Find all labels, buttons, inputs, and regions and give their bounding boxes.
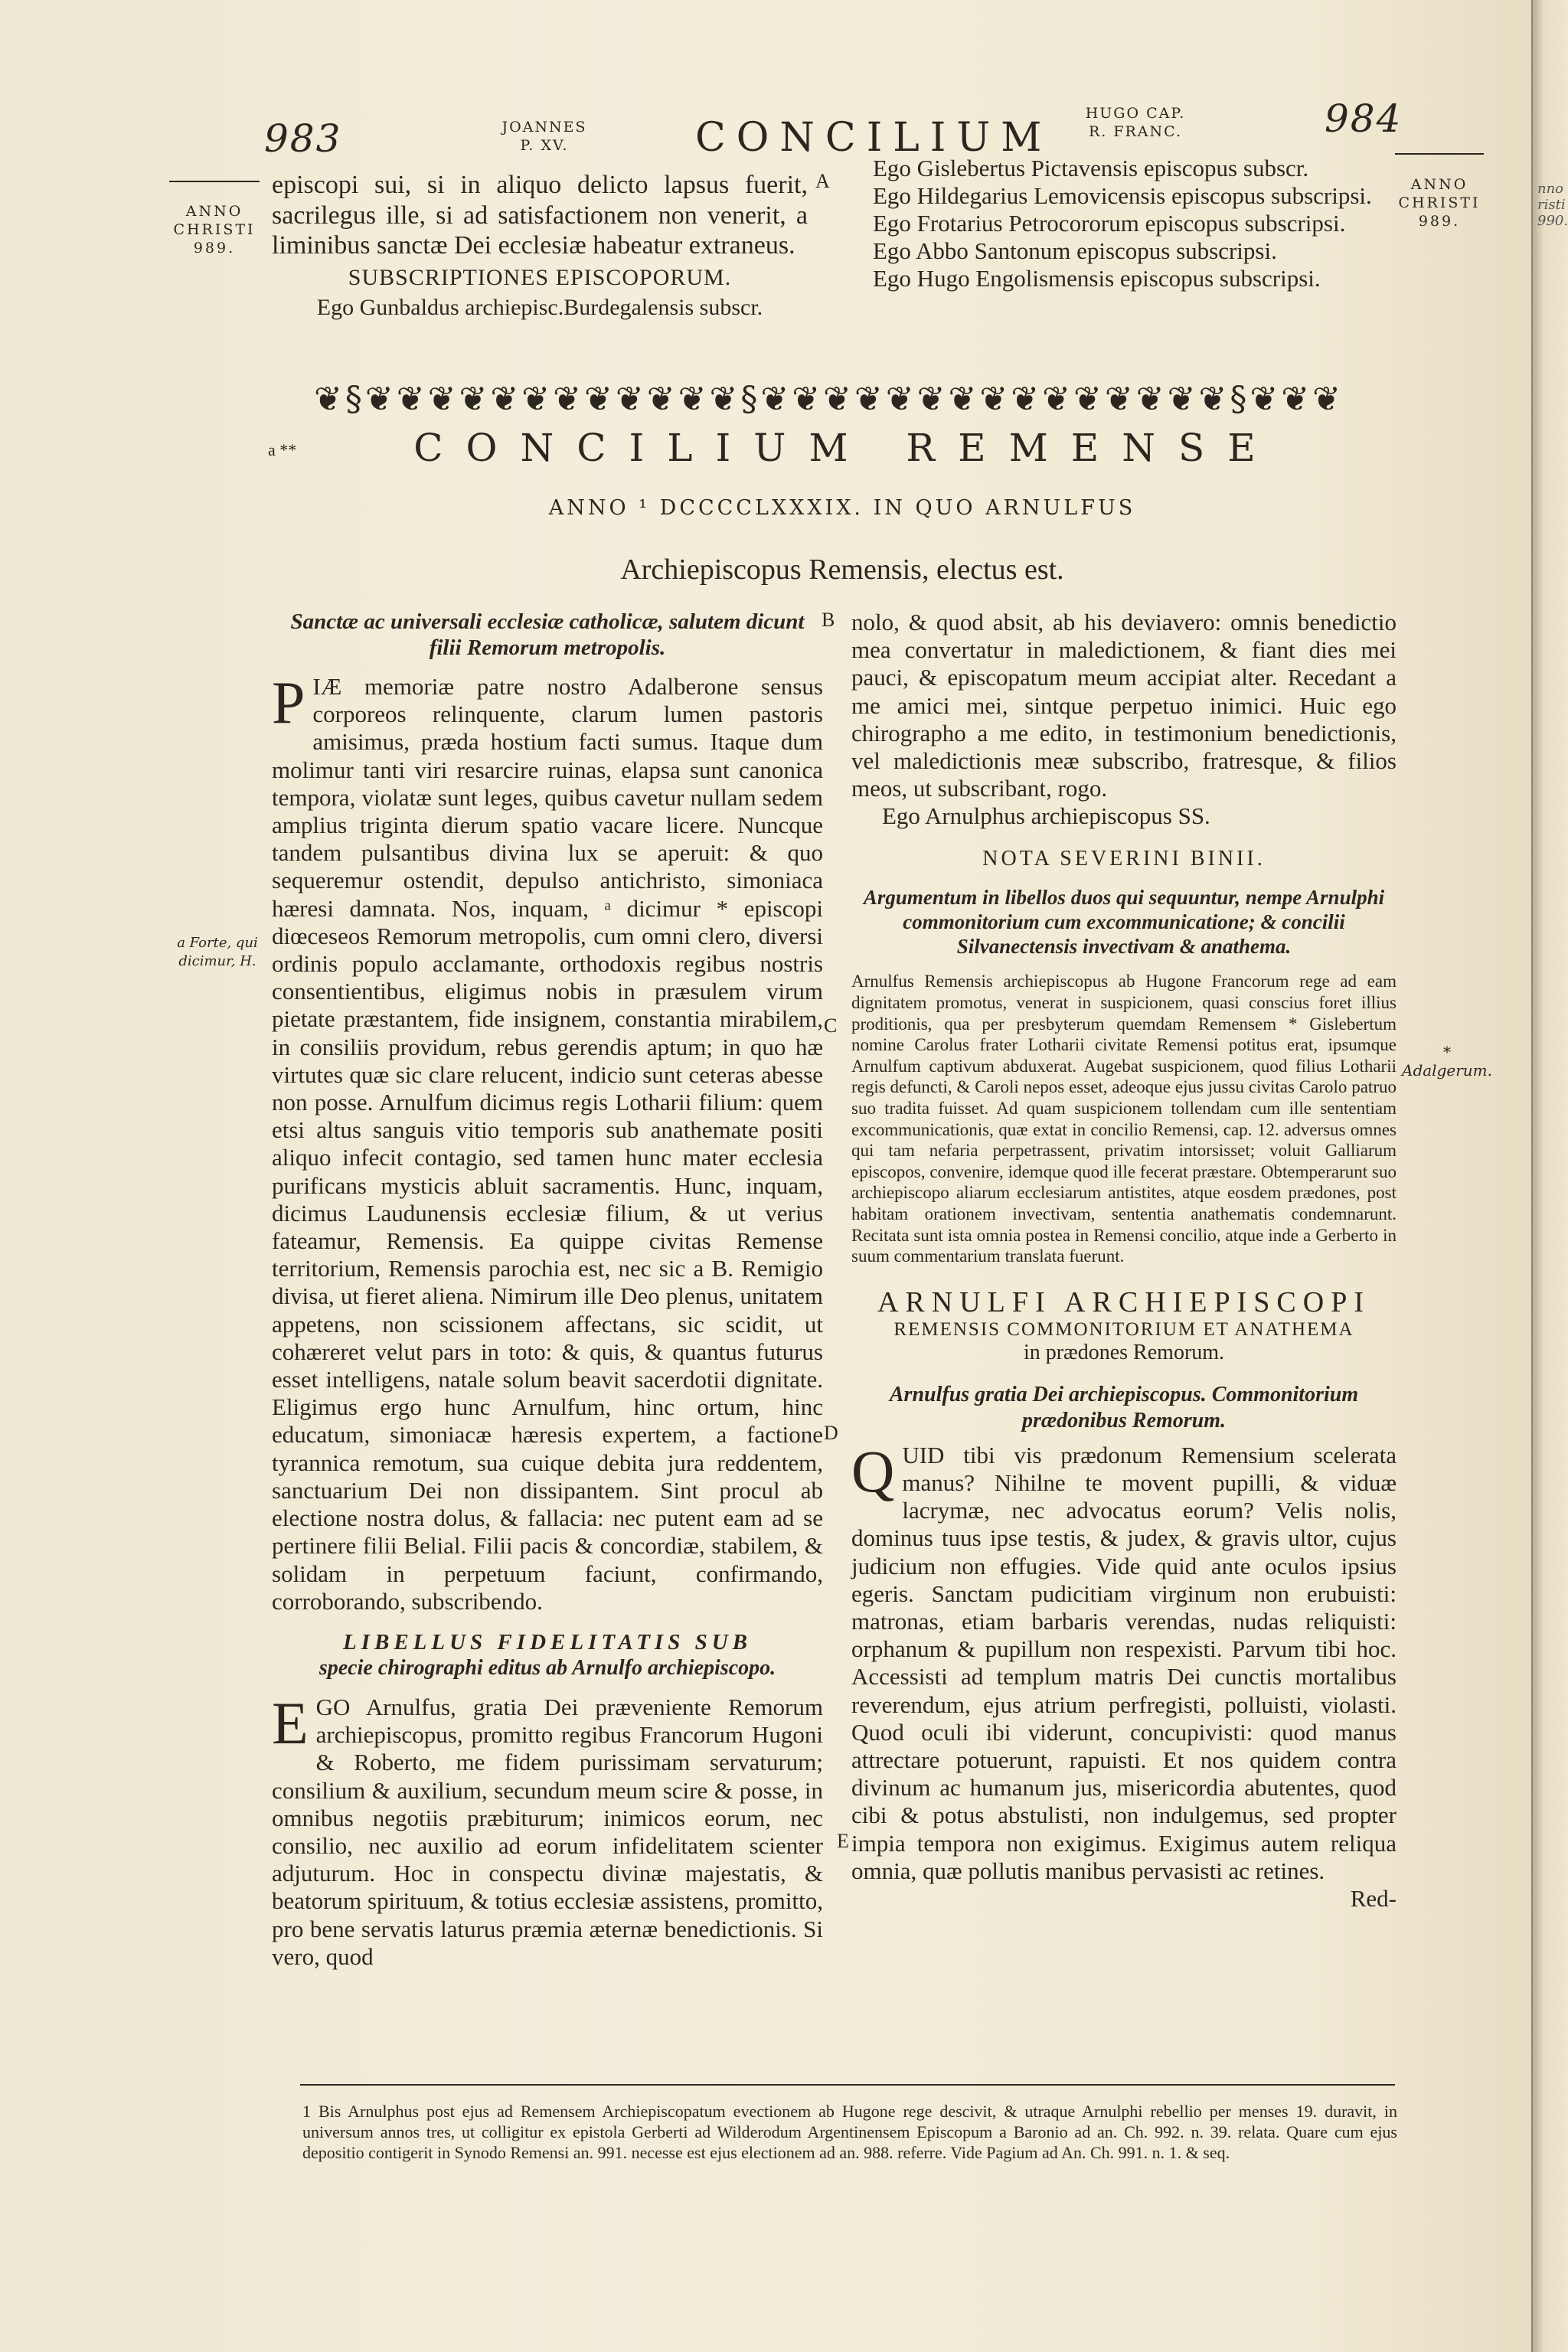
marker-d: D (824, 1422, 838, 1444)
catchword: Red- (1350, 1884, 1396, 1912)
nota-heading: NOTA SEVERINI BINII. (982, 847, 1266, 871)
margin-year-left-text: ANNO CHRISTI 989. (173, 203, 256, 256)
subscription-line: Ego Gislebertus Pictavensis episcopus subscr. (873, 155, 1309, 181)
dropcap-p: P (272, 669, 305, 736)
main-title: CONCILIUM REMENSE (413, 426, 1279, 470)
left-body: IÆ memoriæ patre nostro Adalberone sensus corporeos relinquente, clarum lumen pastoris amisimus, præda hostium facti sumus. Itaque dum molimur tanti viri resarcire ruinas, elapsa sunt canonica tempora, violatæ sunt leges, quibus cavetur nullam sedem amplius triginta dierum spatio vacare licere. Nuncque tandem pulsantibus divina lux se aperuit: & quo sequeremur ostendit, depulso antichristo, simoniaca hæresi damnata. Nos, inquam, ᵃ dicimur * episcopi diœceseos Remorum metropolis, cum omni clero, diversi ordinis populo acclamante, orthodoxis regibus nostris consentientibus, eligimus nobis in præsulem virum pietate præstantem, fide insignem, constantia mirabilem, in consiliis providum, rebus gerendis aptum; in quo hæ virtutes quæ sic clare relucent, indicio sunt ceteras abesse non posse. Arnulfum dicimus regis Lotharii filium: quem etsi altus sanguis vitio temporis sub anathemate positi aliquo infecit contagio, sed tamen hunc mater ecclesia purificans mysticis abluit sacramentis. Hunc, inquam, dicimus Laudunensis ecclesiæ filium, & ut verius fateamur, Remensis. Ea quippe civitas Remense territorium, Remensis parochia est, nec sic a B. Remigio divisa, ut fieret aliena. Nimirum ille Deo plenus, unitatem appetens, non scissionem affectans, sic scidit, ut cohæreret velut pars in toto: & quis, & quantus futurus esset intelligens, natale solum beavit sacerdotii dignitate. Eligimus ergo hunc Arnulfum, hinc ortum, hinc educatum, simoniacæ hæresis expertem, a factione tyrannica remotum, sua cuique debita jura reddentem, sanctuarium Dei non dissipantem. Sint procul ab electione nostra dolus, & fallacia: nec putent eam ad se pertinere filii Belial. Filii pacis & concordiæ, stabilem, & solidam in perpetuum faciunt, confirmando, corroborando, subscribendo. (272, 673, 823, 1615)
top-left-paragraph: episcopi sui, si in aliquo delicto lapsus fuerit, sacrilegus ille, si ad satisfactionem non venerit, a liminibus sanctæ Dei ecclesiæ habeatur extraneus. (272, 171, 808, 260)
margin-year-left (165, 184, 264, 257)
top-left-text (272, 170, 808, 323)
subscription-line: Ego Frotarius Petrocororum episcopus subscripsi. (873, 210, 1346, 237)
marker-c: C (824, 1014, 838, 1037)
subscription-gunbaldus: Ego Gunbaldus archiepisc.Burdegalensis subscr. (316, 295, 763, 320)
running-title: CONCILIUM (695, 115, 1053, 161)
next-page-fragment: nno risti 990. (1537, 181, 1568, 229)
libellus-subheading: specie chirographi editus ab Arnulfo archiepiscopo. (318, 1655, 776, 1680)
arnulfi-subtitle-2: in prædones Remorum. (1023, 1340, 1225, 1364)
ornament-band: ❦§❦❦❦❦❦❦❦❦❦❦❦❦§❦❦❦❦❦❦❦❦❦❦❦❦❦❦❦§❦❦❦ (314, 380, 1344, 419)
commonitorium-body: UID tibi vis prædonum Remensium scelerata manus? Nihilne te movent pupilli, & viduæ lacrymæ, nec advocatus eorum? Velis nolis, dominus tuus ipse testis, & judex, & gravis ultor, cujus judicium non effugies. Vide quid ante oculos ipsius egeris. Sanctam pudicitiam virginum non erubuisti: matronas, etiam barbaris verendas, nudas reliquisti: orphanum & pupillum non respexisti. Parvum tibi hoc. Accessisti ad templum matris Dei cunctis mortalibus reverendum, ejus atrium perfregisti, polluisti, violasti. Quod oculi ibi viderunt, concupivisti: quod manus attrectare potuerunt, rapuisti. Et nos quidem contra divinum ac humanum jus, misericordia abutentes, quod cibi & potus abstulisti, non indulgemus, sed propter impia tempora non exigimus. Exigimus autem reliqua omnia, quæ pollutis manibus pervasisti ac retines. (851, 1441, 1396, 1884)
arnulfus-gratia: Arnulfus gratia Dei archiepiscopus. Commonitorium prædonibus Remorum. (889, 1382, 1359, 1432)
left-body-block (272, 669, 823, 1615)
libellus-heading: LIBELLUS FIDELITATIS SUB (343, 1629, 752, 1655)
libellus-body: GO Arnulfus, gratia Dei præveniente Remorum archiepiscopus, promitto regibus Francorum Hugoni & Roberto, me fidem purissimam servaturum; consilium & auxilium, secundum meum scire & posse, in omnibus negotiis præbiturum; inimicos eorum, nec consilio, nec auxilio ad eorum infidelitatem scienter adjuturum. Hoc in conspectu divinæ majestatis, & beatorum spirituum, & totius ecclesiæ assistens, promitto, pro bene servatis laturus præmia æternæ benedictionis. Si vero, quod (272, 1693, 823, 1970)
subscription-line: Ego Abbo Santonum episcopus subscripsi. (873, 237, 1277, 264)
margin-year-right-text: ANNO CHRISTI 989. (1398, 176, 1481, 230)
right-continuation: nolo, & quod absit, ab his deviavero: omnis benedictio mea convertatur in maledictionem, & fiant dies mei pauci, & episcopatum meum accipiat alter. Recedant a me amici mei, sintque perpetuo inimici. Huic ego chirographo a me edito, in testimonium benedictionis, vel maledictionis meæ subscribo, fratresque, & filios meos, ut subscribant, rogo. (851, 609, 1396, 802)
marker-b: B (822, 609, 835, 631)
top-right-subscriptions (873, 155, 1393, 292)
page-number-right: 984 (1325, 96, 1403, 141)
margin-rule-left (169, 181, 260, 182)
dropcap-q: Q (851, 1437, 895, 1504)
subscription-line: Ego Hildegarius Lemovicensis episcopus subscripsi. (873, 182, 1372, 209)
marker-e: E (837, 1830, 849, 1852)
margin-note-forte: a Forte, qui dicimur, H. (177, 935, 258, 969)
footnote-rule (300, 2084, 1395, 2086)
title-anno-line: ANNO ¹ DCCCCLXXXIX. IN QUO ARNULFUS (548, 496, 1136, 520)
marker-a: A (815, 170, 830, 192)
running-head-pope: JOANNES P. XV. (501, 119, 587, 154)
marker-superscript: a ** (268, 440, 297, 459)
margin-year-right (1390, 157, 1489, 230)
title-subtitle: Archiepiscopus Remensis, electus est. (620, 554, 1064, 586)
footnote: 1 Bis Arnulphus post ejus ad Remensem Archiepiscopatum evectionem ab Hugone rege descivit, & utraque Arnulphi rebellio per menses 19. duravit, in universum annos tres, ut colligitur ex epistola Gerberti ad Wilderodum Argentinensem Episcopum a Baronio ad an. Ch. 992. n. 39. relata. Quare cum ejus depositio contigerit in Synodo Remensi an. 991. necesse est ejus electionem ad an. 988. referre. Vide Pagium ad An. Ch. 991. n. 1. & seq. (302, 2102, 1397, 2162)
subscriptiones-heading: SUBSCRIPTIONES EPISCOPORUM. (348, 264, 732, 290)
page-number-left: 983 (264, 116, 342, 161)
subscription-line: Ego Hugo Engolismensis episcopus subscripsi. (873, 265, 1321, 292)
left-column (272, 609, 823, 1971)
commonitorium-body-block (851, 1437, 1396, 1885)
arnulfi-title: ARNULFI ARCHIEPISCOPI (877, 1285, 1371, 1318)
nota-text: Arnulfus Remensis archiepiscopus ab Hugone Francorum rege ad eam dignitatem promotus, venerat in suspicionem, quasi conscius foret illius proditionis, qua per presbyterum quemdam Remensem * Gislebertum nomine Carolus frater Lotharii civitate Remensi potitus erat, ipsumque Arnulfum captivum abduxerat. Augebat suspicionem, quod filius Lotharii regis defuncti, & Caroli nepos esset, adeoque ejus jussu civitas Carolo patruo suo tradita fuisset. Ad quam suspicionem tollendam cum ille sententiam excommunicationis, quæ extat in concilio Remensi, cap. 12. adversus omnes qui tam nefaria perpetrassent, privatim intorsisset; voluit Galliarum episcopos, convenire, idemque quod ille fecerat præstare. Obtemperarunt suo archiepiscopo aliarum ecclesiarum antistites, atque eosdem prædones, post habitam orationem invectivam, sententia anathematis condemnarunt. Recitata sunt ista omnia postea in Remensi concilio, atque inde a Gerberto in suum commentarium translata fuerunt. (851, 972, 1396, 1266)
right-column (851, 609, 1396, 1913)
argumentum-heading: Argumentum in libellos duos qui sequuntur, nempe Arnulphi commonitorium cum excommunicatione; & concilii Silvanectensis invectivam & anathema. (863, 886, 1385, 959)
margin-rule-right (1395, 153, 1484, 155)
signature-arnulphus: Ego Arnulphus archiepiscopus SS. (882, 802, 1210, 830)
margin-note-adalgerum: * Adalgerum. (1402, 1043, 1492, 1080)
left-heading: Sanctæ ac universali ecclesiæ catholicæ, salutem dicunt filii Remorum metropolis. (290, 609, 805, 660)
dropcap-e: E (272, 1689, 309, 1756)
libellus-body-block (272, 1689, 823, 1971)
arnulfi-subtitle-1: REMENSIS COMMONITORIUM ET ANATHEMA (893, 1318, 1354, 1340)
running-head-king: HUGO CAP. R. FRANC. (1085, 105, 1186, 140)
next-page-edge (1531, 0, 1568, 2352)
